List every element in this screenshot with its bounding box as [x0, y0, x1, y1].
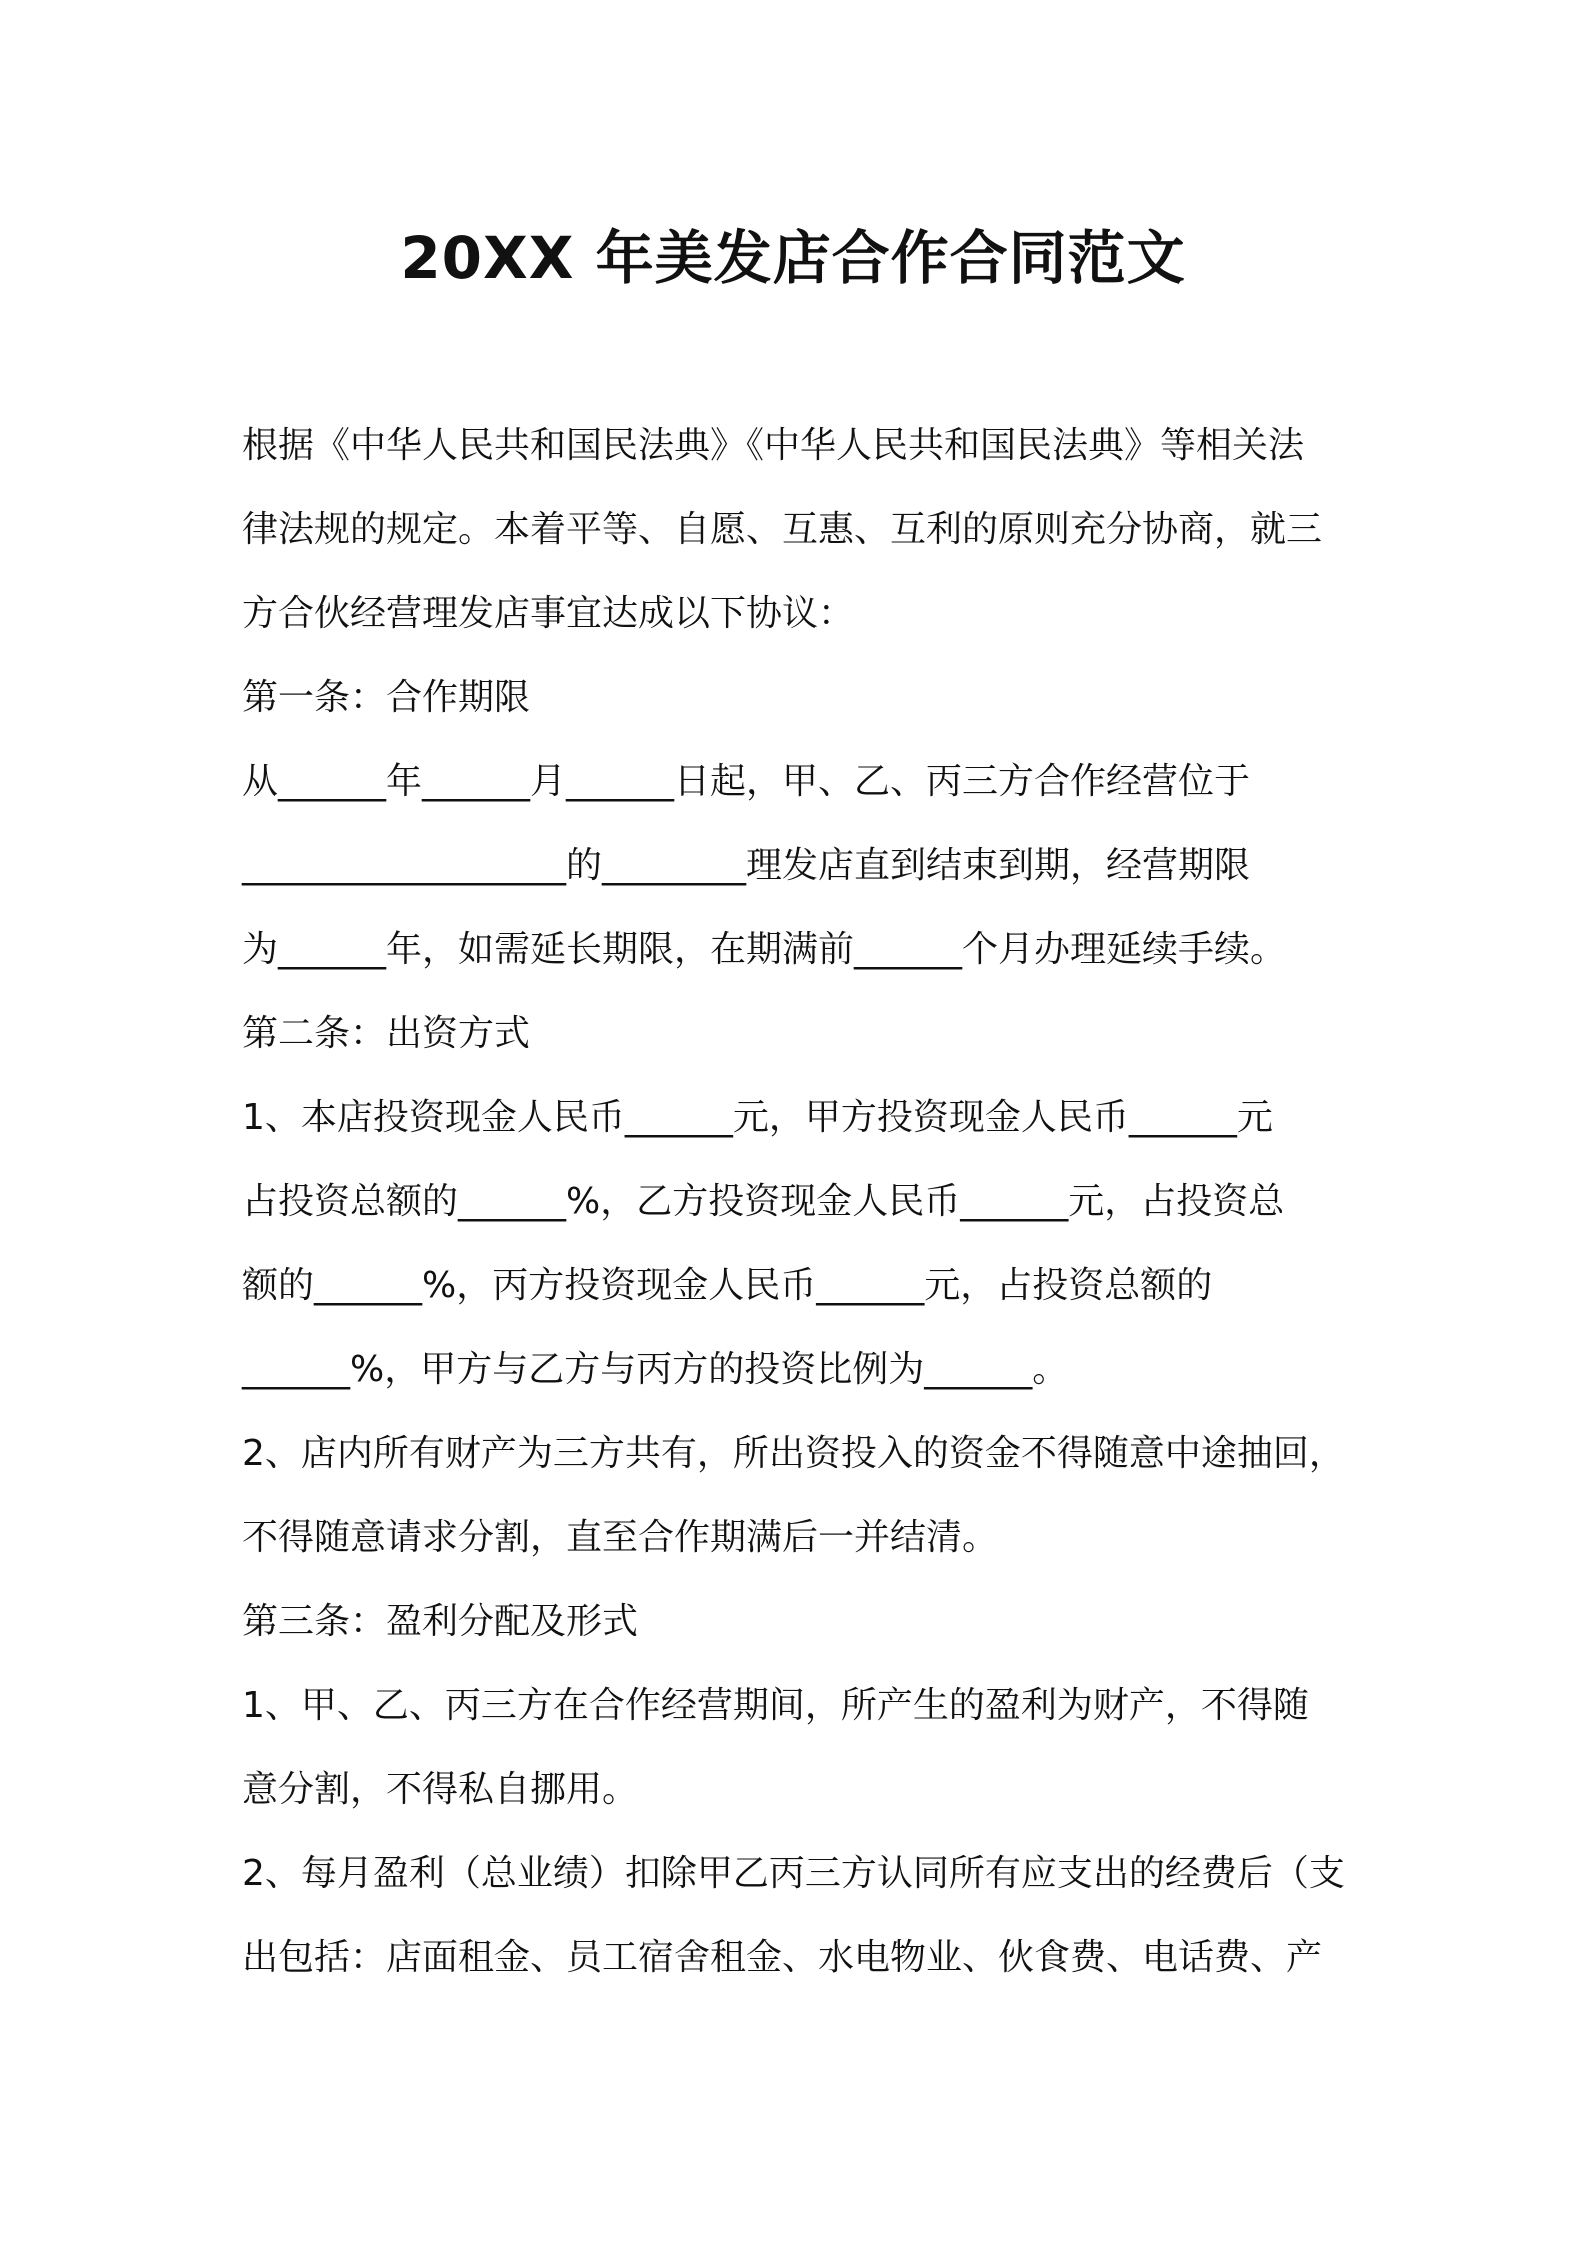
- text-line: 律法规的规定。本着平等、自愿、互惠、互利的原则充分协商，就三: [242, 509, 1323, 550]
- text-line: 额的______%，丙方投资现金人民币______元，占投资总额的: [242, 1265, 1213, 1306]
- section-heading-profit: 第三条：盈利分配及形式: [242, 1601, 639, 1642]
- section-heading-term: 第一条：合作期限: [242, 677, 531, 718]
- text-line: 方合伙经营理发店事宜达成以下协议：: [242, 593, 855, 634]
- text-line: 占投资总额的______%，乙方投资现金人民币______元，占投资总: [242, 1181, 1285, 1222]
- text-line: 2、店内所有财产为三方共有，所出资投入的资金不得随意中途抽回，: [242, 1433, 1345, 1474]
- text-line: 为______年，如需延长期限，在期满前______个月办理延续手续。: [242, 929, 1287, 970]
- section-heading-investment: 第二条：出资方式: [242, 1013, 531, 1054]
- text-line: 意分割，不得私自挪用。: [242, 1769, 639, 1810]
- text-line: 1、本店投资现金人民币______元，甲方投资现金人民币______元: [242, 1097, 1273, 1138]
- text-line: 出包括：店面租金、员工宿舍租金、水电物业、伙食费、电话费、产: [242, 1937, 1323, 1978]
- text-line: 从______年______月______日起，甲、乙、丙三方合作经营位于: [242, 761, 1251, 802]
- contract-body: [242, 404, 1392, 2000]
- text-line: 2、每月盈利（总业绩）扣除甲乙丙三方认同所有应支出的经费后（支: [242, 1853, 1345, 1894]
- text-line: 根据《中华人民共和国民法典》《中华人民共和国民法典》等相关法: [242, 425, 1305, 466]
- document-title: 20XX 年美发店合作合同范文: [400, 224, 1186, 292]
- text-line: 不得随意请求分割，直至合作期满后一并结清。: [242, 1517, 999, 1558]
- text-line: ______%，甲方与乙方与丙方的投资比例为______。: [242, 1349, 1069, 1390]
- text-line: 1、甲、乙、丙三方在合作经营期间，所产生的盈利为财产，不得随: [242, 1685, 1309, 1726]
- text-line: __________________的________理发店直到结束到期，经营期限: [242, 845, 1251, 886]
